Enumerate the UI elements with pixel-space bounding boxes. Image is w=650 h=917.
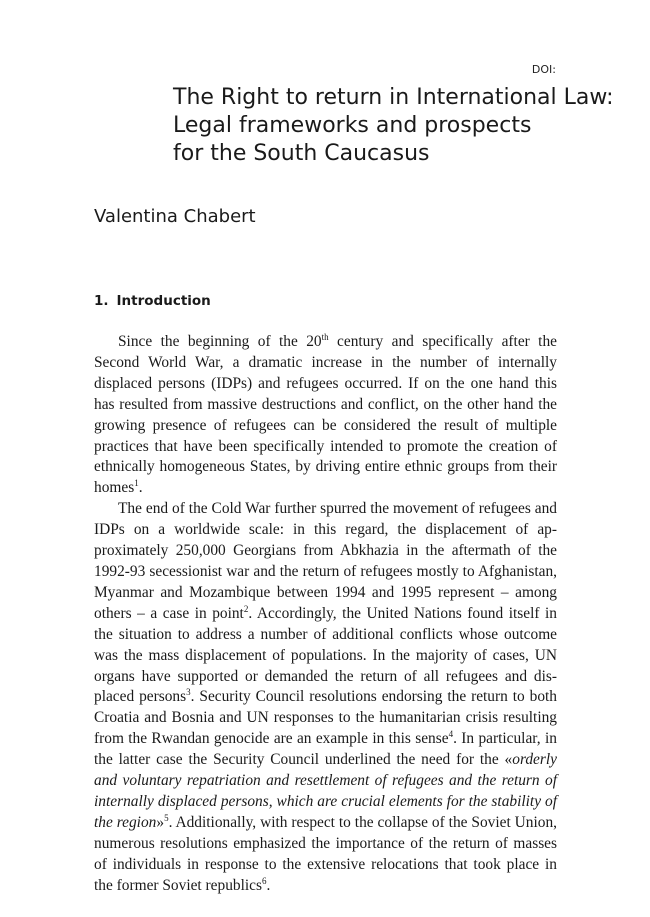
p1-text-c: . <box>138 479 143 497</box>
footnote-ref-5[interactable]: 5 <box>164 812 169 823</box>
p2-text-f: . Additionally, with respect to the collapse of the Soviet Union, numerous resolutions emphasized the importance of the return of masses of individuals in response to the extensive relocations that took place in the former Soviet republics <box>94 813 558 894</box>
title-line-2: Legal frameworks and prospects <box>173 113 532 138</box>
footnote-ref-3[interactable]: 3 <box>186 687 191 698</box>
doi-label: DOI: <box>531 63 556 76</box>
security-council-quote: orderly and voluntary repatriation and resettlement of refugees and the return of internally displaced persons, which are crucial elements for the stability of the region <box>94 751 557 831</box>
p1-text-a: Since the beginning of the 20 <box>118 333 322 350</box>
body-text <box>94 332 557 896</box>
title-line-1: The Right to return in International Law: <box>173 85 614 110</box>
article-title <box>173 84 613 168</box>
p1-text-b: century and specifically after the Second World War, a dramatic increase in the number of internally displaced persons (IDPs) and refugees occurred. If on the one hand this has resulted from massive destructions and conflict, on the other hand the growing presence of refugees can be considered the result of multiple practices that have been specifically intended to promote the creation of ethnically homogeneous States, by driving entire ethnic groups from their homes <box>94 333 557 497</box>
author-name: Valentina Chabert <box>94 206 256 227</box>
section-number: 1. <box>94 293 109 309</box>
title-line-3: for the South Caucasus <box>173 141 430 166</box>
footnote-ref-2[interactable]: 2 <box>243 603 249 614</box>
section-title: Introduction <box>116 293 211 309</box>
paragraph-2 <box>94 499 557 896</box>
superscript-th: th <box>321 331 329 342</box>
footnote-ref-4[interactable]: 4 <box>448 729 454 740</box>
p2-text-g: . <box>266 876 271 894</box>
p2-text-b: . Accordingly, the United Nations found itself in the situation to address a number of additional conflicts whose outcome was the mass displacement of populations. In the majority of cases, UN organs have supported or demanded the return of all refugees and displaced persons <box>94 604 557 706</box>
p2-text-c: . Security Council resolutions endorsing the return to both Croatia and Bosnia and UN responses to the humanitarian crisis resulting from the Rwandan genocide are an example in this sense <box>94 688 558 748</box>
footnote-ref-1[interactable]: 1 <box>134 478 139 489</box>
p2-text-e: » <box>156 813 165 831</box>
p2-text-d: . In particular, in the latter case the Security Council underlined the need for the « <box>94 730 557 769</box>
p2-text-a: The end of the Cold War further spurred the movement of refugees and IDPs on a worldwide scale: in this regard, the displacement of approximately 250,000 Georgians from Abkhazia in the aftermath of the 1992-93 secessionist war and the return of refugees mostly to Afghanistan, Myanmar and Mozambique between 1994 and 1995 represent – among others – a case in point <box>94 500 557 622</box>
footnote-ref-6[interactable]: 6 <box>261 875 267 886</box>
section-heading <box>94 293 211 309</box>
paragraph-1 <box>94 332 557 499</box>
